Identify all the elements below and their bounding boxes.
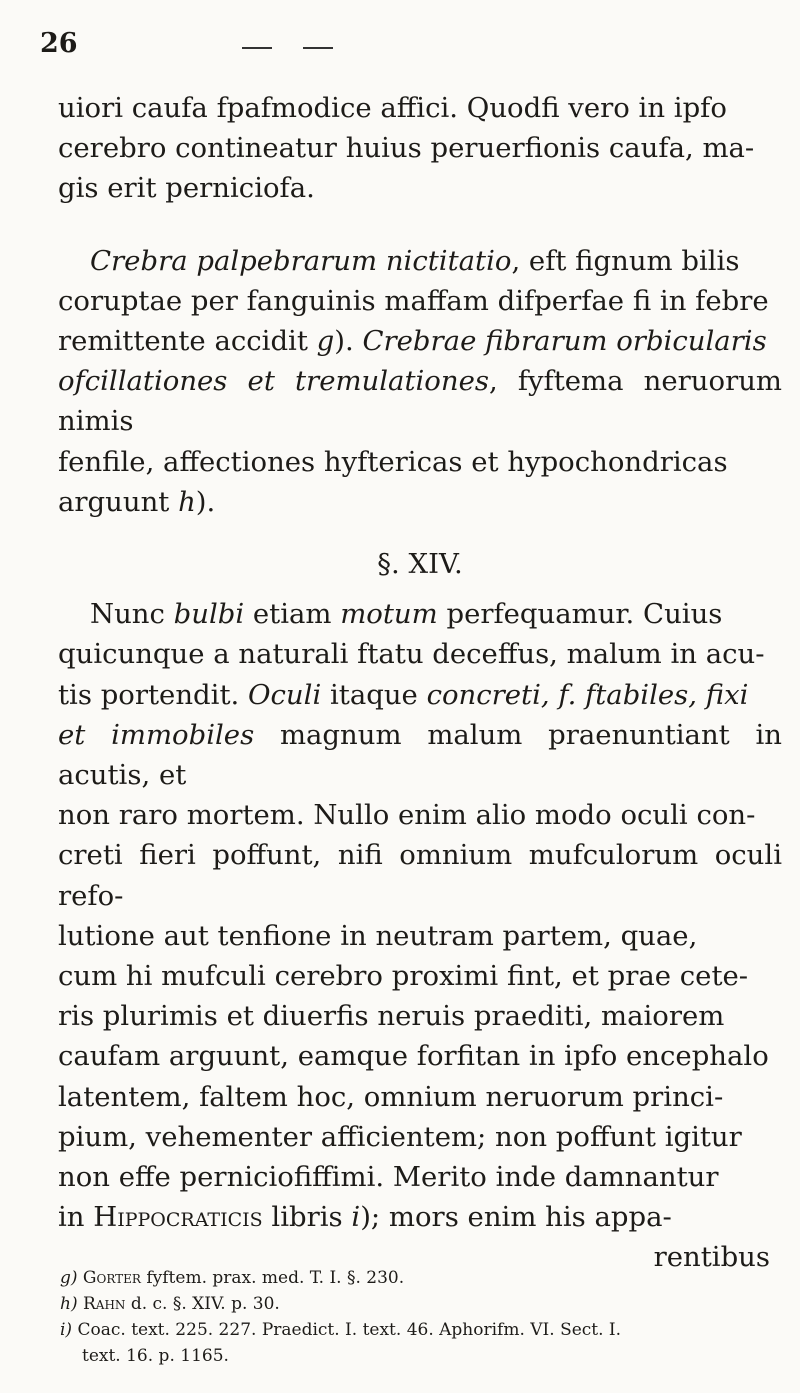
author-name: Rahn bbox=[83, 1294, 126, 1314]
text-fragment: in bbox=[58, 1201, 94, 1234]
footnote-text: Coac. text. 225. 227. Praedict. I. text. 46. Aphorifm. VI. Sect. I. bbox=[72, 1320, 622, 1340]
footnote-ref-g: g bbox=[316, 325, 335, 358]
italic-phrase: Crebrae fibrarum orbicularis bbox=[362, 325, 767, 358]
text-fragment: itaque bbox=[321, 678, 427, 711]
text-line: coruptae per fanguinis maffam difperfae fi in febre bbox=[58, 284, 769, 317]
text-line: pium, vehementer afficientem; non poffunt igitur bbox=[58, 1120, 742, 1153]
text-line: lutione aut tenfione in neutram partem, quae, bbox=[58, 919, 698, 952]
footnote-g bbox=[60, 1265, 780, 1291]
footnote-mark: g) bbox=[60, 1268, 78, 1288]
text-fragment: tis portendit. bbox=[58, 678, 248, 711]
text-line: fenfile, affectiones hyftericas et hypochondricas bbox=[58, 445, 728, 478]
text-fragment: , eft fignum bilis bbox=[511, 244, 740, 277]
text-fragment: magnum malum praenuntiant in acutis, et bbox=[58, 718, 782, 792]
text-fragment: ). bbox=[195, 485, 216, 518]
text-fragment: ). bbox=[334, 325, 363, 358]
author-name: Gorter bbox=[82, 1268, 141, 1288]
footnote-text: fyftem. prax. med. T. I. §. 230. bbox=[140, 1268, 405, 1288]
text-fragment: perfequamur. Cuius bbox=[437, 598, 723, 631]
text-line: ris plurimis et diuerfis neruis praediti, maiorem bbox=[58, 1000, 725, 1033]
text-line: gis erit perniciofa. bbox=[58, 172, 315, 205]
footnote-ref-h: h bbox=[178, 485, 196, 518]
paragraph-2 bbox=[58, 241, 782, 522]
text-line: caufam arguunt, eamque forfitan in ipfo encephalo bbox=[58, 1040, 769, 1073]
main-text bbox=[58, 88, 782, 1278]
footnote-mark: h) bbox=[60, 1294, 78, 1314]
text-fragment: ); mors enim his appa- bbox=[360, 1201, 672, 1234]
text-fragment: Nunc bbox=[90, 598, 174, 631]
text-fragment: , fyftema neruorum nimis bbox=[58, 365, 782, 438]
italic-phrase: Crebra palpebrarum nictitatio bbox=[90, 244, 512, 277]
text-line: cerebro contineatur huius peruerfionis caufa, ma- bbox=[58, 132, 755, 165]
section-heading: §. XIV. bbox=[377, 548, 463, 581]
text-fragment: arguunt bbox=[58, 485, 179, 518]
footnote-ref-i: i bbox=[351, 1201, 361, 1234]
text-fragment: etiam bbox=[244, 598, 341, 631]
text-fragment: libris bbox=[262, 1201, 352, 1234]
italic-phrase: ofcillationes et tremulationes bbox=[58, 365, 489, 398]
footnotes bbox=[60, 1265, 780, 1369]
italic-phrase: concreti, f. ftabiles, fixi bbox=[426, 678, 749, 711]
text-line: creti fieri poffunt, nifi omnium mufculorum oculi refo- bbox=[58, 839, 782, 912]
text-line: non effe perniciofiffimi. Merito inde damnantur bbox=[58, 1161, 719, 1194]
footnote-mark: i) bbox=[60, 1320, 73, 1340]
page-header bbox=[40, 28, 760, 68]
text-fragment: remittente accidit bbox=[58, 325, 317, 358]
text-line: latentem, faltem hoc, omnium neruorum princi- bbox=[58, 1080, 724, 1113]
footnote-i bbox=[60, 1317, 780, 1343]
footnote-text: d. c. §. XIV. p. 30. bbox=[125, 1294, 280, 1314]
italic-word: Oculi bbox=[247, 678, 322, 711]
catchword: rentibus bbox=[653, 1241, 770, 1274]
footnote-h bbox=[60, 1291, 780, 1317]
small-caps-name: Hippocraticis bbox=[93, 1201, 263, 1234]
paragraph-1 bbox=[58, 88, 782, 209]
italic-word: motum bbox=[340, 598, 438, 631]
page-number: 26 bbox=[40, 28, 78, 59]
italic-phrase: et immobiles bbox=[58, 718, 255, 751]
header-dash-left bbox=[242, 47, 272, 49]
italic-word: bulbi bbox=[173, 598, 245, 631]
text-line: cum hi mufculi cerebro proximi fint, et prae cete- bbox=[58, 960, 749, 993]
paragraph-3 bbox=[58, 594, 782, 1237]
text-line: quicunque a naturali ftatu deceffus, malum in acu- bbox=[58, 638, 765, 671]
text-line: uiori caufa fpafmodice affici. Quodfi vero in ipfo bbox=[58, 92, 727, 124]
header-dash-right bbox=[303, 47, 333, 49]
text-line: non raro mortem. Nullo enim alio modo oculi con- bbox=[58, 799, 756, 832]
footnote-i-continued: text. 16. p. 1165. bbox=[82, 1346, 229, 1366]
